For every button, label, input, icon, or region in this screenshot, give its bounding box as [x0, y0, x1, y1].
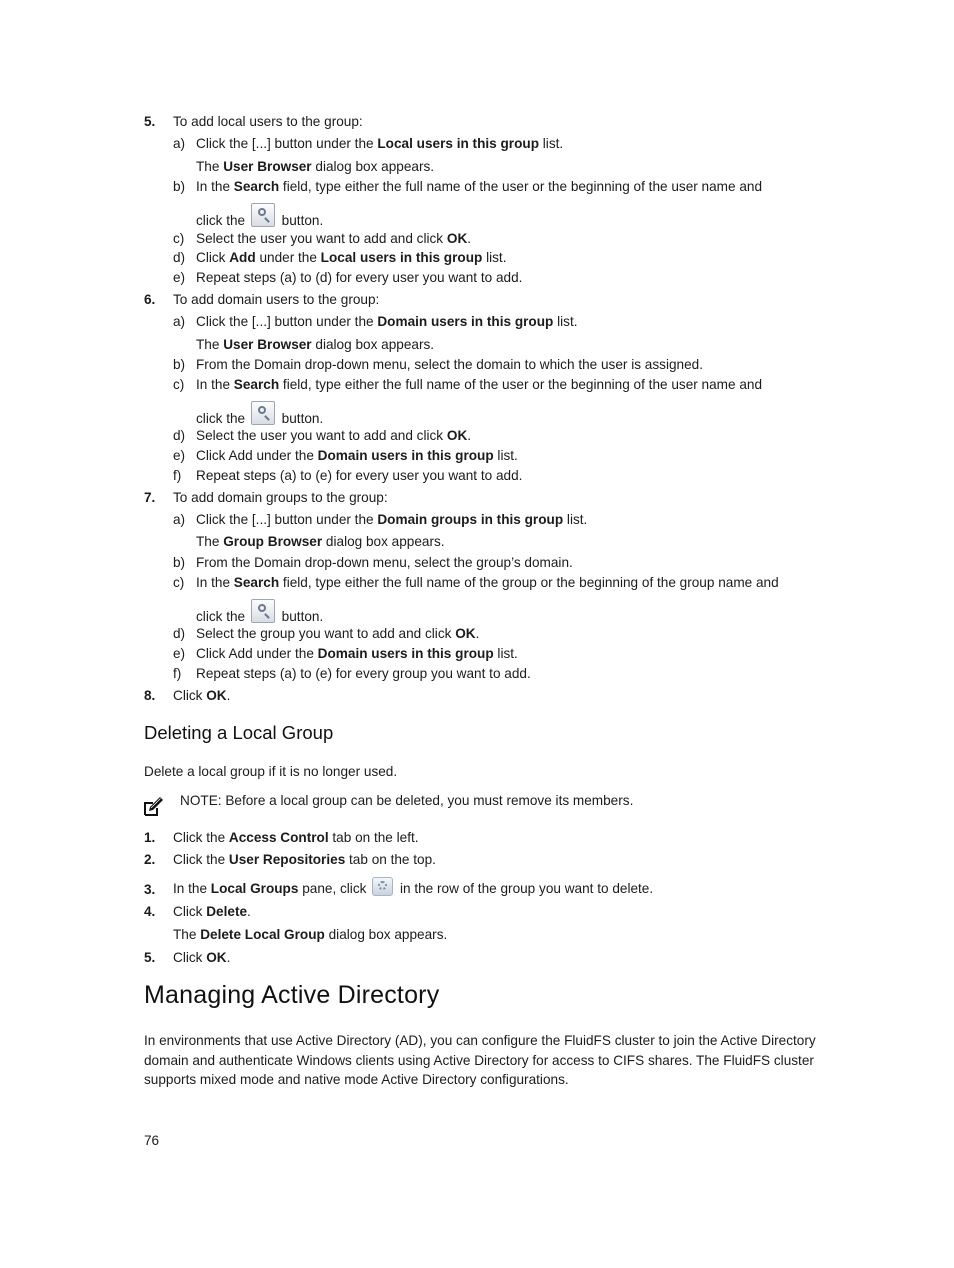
substep-label: c) [173, 231, 185, 246]
substep-label: e) [173, 448, 186, 463]
step-number: 6. [144, 292, 156, 307]
search-icon [251, 599, 275, 623]
step-number: 4. [144, 904, 156, 919]
substep-text: Click Add under the Domain users in this group list. [196, 646, 518, 661]
substep-label: d) [173, 250, 186, 265]
substep-text: Click the [...] button under the Domain users in this group list. [196, 314, 578, 329]
substep-label: c) [173, 377, 185, 392]
step-number: 5. [144, 950, 156, 965]
substep-text: From the Domain drop-down menu, select the group’s domain. [196, 555, 573, 570]
step-text: Click the User Repositories tab on the top. [173, 852, 436, 867]
search-icon [251, 401, 275, 425]
substep-text: From the Domain drop-down menu, select the domain to which the user is assigned. [196, 357, 703, 372]
substep-text: Repeat steps (a) to (e) for every user you want to add. [196, 468, 523, 483]
chapter-paragraph: In environments that use Active Directory (AD), you can configure the FluidFS cluster to join the Active Directory domain and authenticate Windows clients using Active Directory for access to CIFS shares. The FluidFS cluster supports mixed mode and native mode Active Directory configurations. [144, 1033, 816, 1087]
substep-label: b) [173, 179, 186, 194]
substep-label: e) [173, 646, 186, 661]
substep-label: a) [173, 314, 186, 329]
step-text: To add local users to the group: [173, 114, 363, 129]
step-number: 8. [144, 688, 156, 703]
step-text: Click OK. [173, 950, 231, 965]
substep-text: Repeat steps (a) to (e) for every group you want to add. [196, 666, 531, 681]
note-text: NOTE: Before a local group can be deleted, you must remove its members. [180, 793, 634, 808]
step-result: The Delete Local Group dialog box appears. [173, 927, 448, 942]
substep-text: Click the [...] button under the Domain groups in this group list. [196, 512, 588, 527]
page-number: 76 [144, 1133, 160, 1148]
step-text: Click the Access Control tab on the left. [173, 830, 419, 845]
substep-text: Select the group you want to add and click OK. [196, 626, 480, 641]
substep-text: Click the [...] button under the Local users in this group list. [196, 136, 564, 151]
substep-label: d) [173, 428, 186, 443]
substep-label: d) [173, 626, 186, 641]
step-number: 7. [144, 490, 156, 505]
substep-label: c) [173, 575, 185, 590]
substep-label: e) [173, 270, 186, 285]
step-text: To add domain groups to the group: [173, 490, 388, 505]
step-number: 2. [144, 852, 156, 867]
substep-text: Repeat steps (a) to (d) for every user you want to add. [196, 270, 523, 285]
substep-text: Click Add under the Domain users in this group list. [196, 448, 518, 463]
search-icon [251, 203, 275, 227]
substep-label: b) [173, 555, 186, 570]
substep-text: Select the user you want to add and click OK. [196, 231, 472, 246]
section-intro: Delete a local group if it is no longer used. [144, 764, 398, 779]
substep-continuation: click the button. [196, 203, 323, 228]
substep-result: The Group Browser dialog box appears. [196, 534, 445, 549]
substep-label: a) [173, 512, 186, 527]
step-number: 3. [144, 882, 156, 897]
step-text: Click OK. [173, 688, 231, 703]
substep-continuation: click the button. [196, 401, 323, 426]
gear-icon [372, 877, 393, 896]
substep-label: a) [173, 136, 186, 151]
step-number: 1. [144, 830, 156, 845]
substep-text: In the Search field, type either the full name of the group or the beginning of the group name and [196, 575, 779, 590]
chapter-heading: Managing Active Directory [144, 981, 440, 1009]
substep-text: In the Search field, type either the full name of the user or the beginning of the user name and [196, 179, 763, 194]
substep-result: The User Browser dialog box appears. [196, 337, 435, 352]
note-pencil-icon [143, 795, 165, 817]
substep-result: The User Browser dialog box appears. [196, 159, 435, 174]
substep-label: f) [173, 666, 182, 681]
step-text: Click Delete. [173, 904, 251, 919]
substep-label: f) [173, 468, 182, 483]
step-text: To add domain users to the group: [173, 292, 380, 307]
substep-continuation: click the button. [196, 599, 323, 624]
substep-text: In the Search field, type either the full name of the user or the beginning of the user name and [196, 377, 763, 392]
substep-text: Click Add under the Local users in this group list. [196, 250, 507, 265]
substep-label: b) [173, 357, 186, 372]
section-heading: Deleting a Local Group [144, 722, 334, 743]
step-number: 5. [144, 114, 156, 129]
substep-text: Select the user you want to add and click OK. [196, 428, 472, 443]
step-text: In the Local Groups pane, click in the row of the group you want to delete. [173, 877, 653, 896]
